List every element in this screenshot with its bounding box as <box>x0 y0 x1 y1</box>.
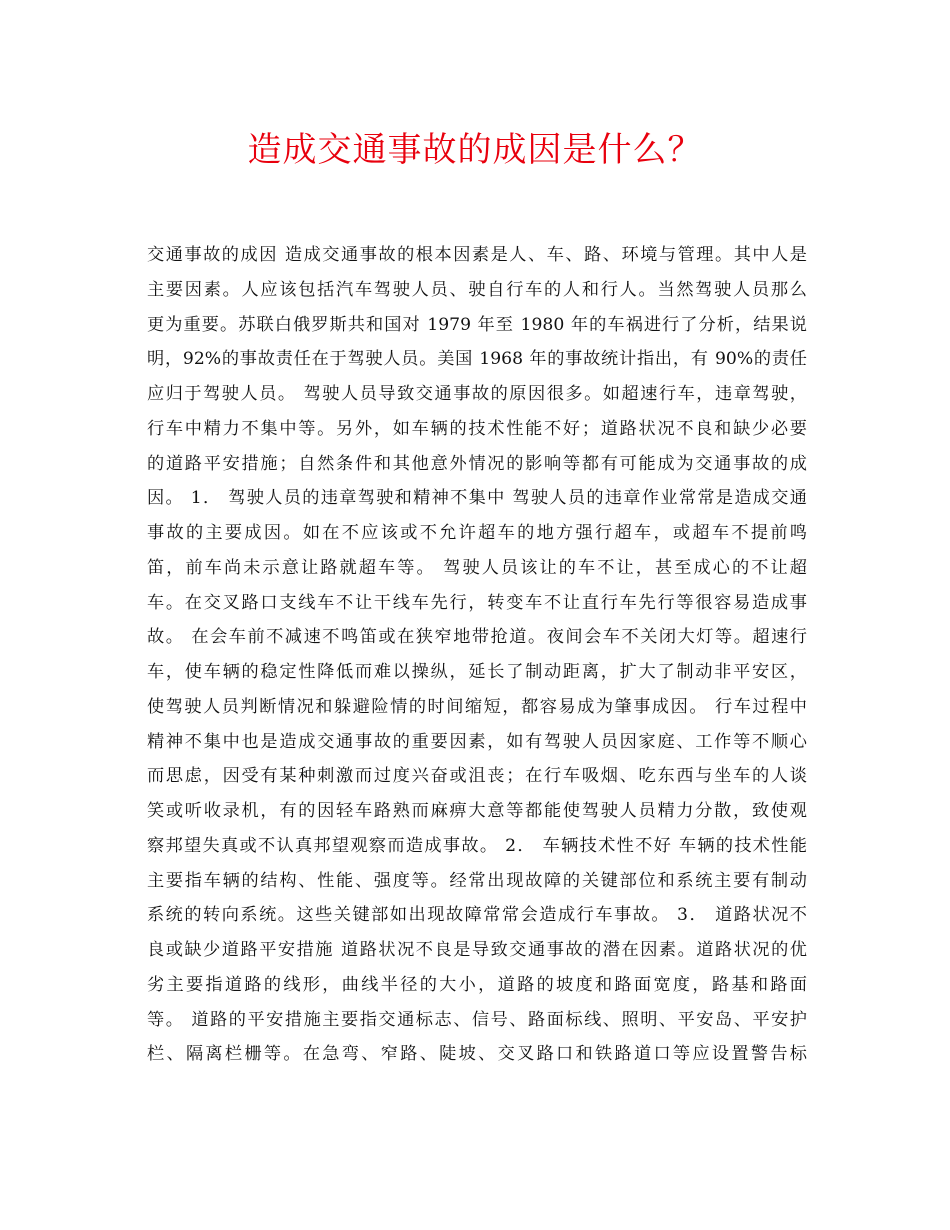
body-line: 车，使车辆的稳定性降低而难以操纵，延长了制动距离，扩大了制动非平安区， <box>147 662 807 682</box>
body-line: 车。在交叉路口支线车不让干线车先行，转变车不让直行车先行等很容易造成事 <box>147 592 807 613</box>
body-line: 而思虑，因受有某种刺激而过度兴奋或沮丧；在行车吸烟、吃东西与坐车的人谈 <box>147 766 807 787</box>
body-line: 主要因素。人应该包括汽车驾驶人员、驶自行车的人和行人。当然驾驶人员那么 <box>147 279 807 300</box>
body-line: 应归于驾驶人员。 驾驶人员导致交通事故的原因很多。如超速行车，违章驾驶， <box>147 384 807 404</box>
body-line: 因。 1． 驾驶人员的违章驾驶和精神不集中 驾驶人员的违章作业常常是造成交通 <box>147 488 807 509</box>
body-line: 主要指车辆的结构、性能、强度等。经常出现故障的关键部位和系统主要有制动 <box>147 870 807 891</box>
document-body <box>147 238 807 1072</box>
body-line: 精神不集中也是造成交通事故的重要因素，如有驾驶人员因家庭、工作等不顺心 <box>147 731 807 752</box>
document-title: 造成交通事故的成因是什么？ <box>247 130 703 170</box>
body-line: 良或缺少道路平安措施 道路状况不良是导致交通事故的潜在因素。道路状况的优 <box>147 940 807 960</box>
body-line: 等。 道路的平安措施主要指交通标志、信号、路面标线、照明、平安岛、平安护 <box>147 1009 807 1030</box>
body-line: 笑或听收录机，有的因轻车路熟而麻痹大意等都能使驾驶人员精力分散，致使观 <box>147 801 807 821</box>
body-line: 使驾驶人员判断情况和躲避险情的时间缩短，都容易成为肇事成因。 行车过程中 <box>147 696 807 717</box>
body-line: 察邦望失真或不认真邦望观察而造成事故。 2． 车辆技术性不好 车辆的技术性能 <box>147 835 807 856</box>
body-line: 栏、隔离栏栅等。在急弯、窄路、陡坡、交叉路口和铁路道口等应设置警告标 <box>147 1044 807 1065</box>
body-line: 更为重要。苏联白俄罗斯共和国对 1979 年至 1980 年的车祸进行了分析，结果说 <box>147 314 807 335</box>
body-line: 笛，前车尚未示意让路就超车等。 驾驶人员该让的车不让，甚至成心的不让超 <box>147 557 807 578</box>
body-line: 明，92%的事故责任在于驾驶人员。美国 1968 年的事故统计指出，有 90%的责任 <box>147 349 807 370</box>
body-line: 行车中精力不集中等。另外，如车辆的技术性能不好；道路状况不良和缺少必要 <box>147 418 807 439</box>
body-line: 系统的转向系统。这些关键部如出现故障常常会造成行车事故。 3． 道路状况不 <box>147 905 807 926</box>
body-line: 交通事故的成因 造成交通事故的根本因素是人、车、路、环境与管理。其中人是 <box>147 245 807 265</box>
body-line: 故。 在会车前不减速不鸣笛或在狭窄地带抢道。夜间会车不关闭大灯等。超速行 <box>147 627 807 648</box>
body-line: 劣主要指道路的线形，曲线半径的大小，道路的坡度和路面宽度，路基和路面 <box>147 974 807 995</box>
body-line: 事故的主要成因。如在不应该或不允许超车的地方强行超车，或超车不提前鸣 <box>147 523 807 543</box>
body-line: 的道路平安措施；自然条件和其他意外情况的影响等都有可能成为交通事故的成 <box>147 453 807 474</box>
